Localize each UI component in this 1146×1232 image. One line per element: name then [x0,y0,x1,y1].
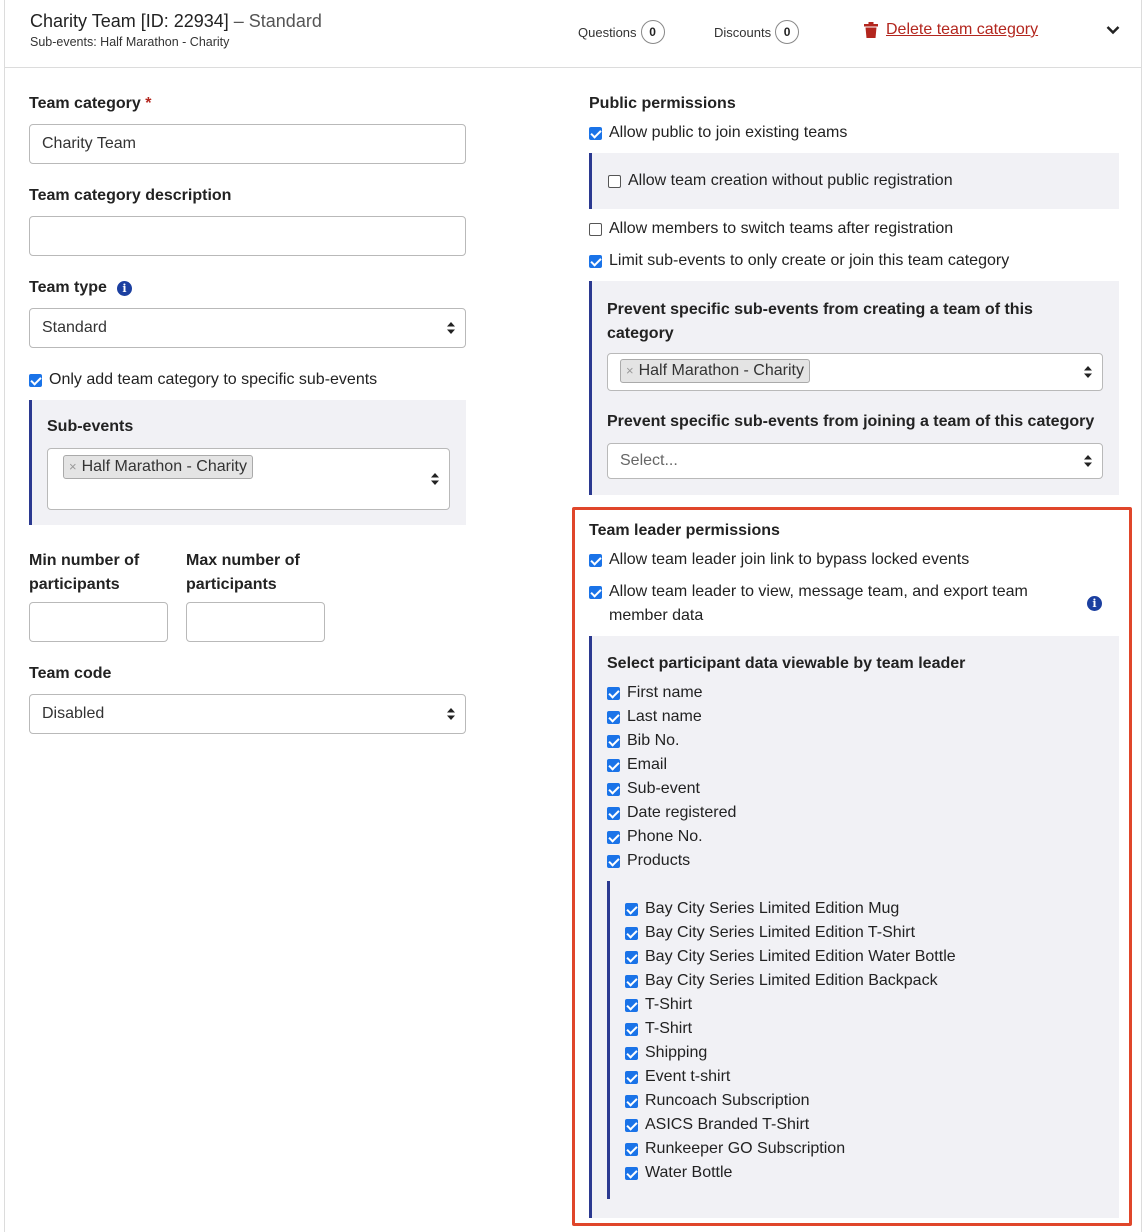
product-checkbox[interactable] [625,1143,638,1156]
team-leader-heading: Team leader permissions [589,522,780,539]
team-category-input[interactable]: Charity Team [29,124,466,164]
product-row[interactable] [625,972,938,990]
team-code-label: Team code [29,665,112,682]
product-checkbox[interactable] [625,1119,638,1132]
team-type-label: Team type i [29,279,132,297]
products-box [607,881,1107,1199]
participant-field-label: First name [627,684,703,701]
min-participants-input[interactable] [29,602,168,642]
remove-tag-icon[interactable]: × [626,363,634,378]
participant-field-checkbox[interactable] [607,687,620,700]
prevent-create-tag[interactable]: × Half Marathon - Charity [620,359,810,383]
participant-data-heading: Select participant data viewable by team leader [607,655,966,672]
product-row[interactable] [625,1092,810,1110]
delete-team-category-link[interactable]: Delete team category [864,21,1038,39]
participant-data-box [589,636,1119,1218]
product-label: Runkeeper GO Subscription [645,1140,846,1157]
discounts-count[interactable]: Discounts 0 [714,20,799,44]
prevent-create-multiselect[interactable] [607,353,1103,391]
allow-creation-box [589,153,1119,209]
participant-field-row[interactable] [607,828,703,846]
participant-field-label: Phone No. [627,828,703,845]
allow-creation-checkbox[interactable] [608,175,621,188]
product-checkbox[interactable] [625,999,638,1012]
product-label: Event t-shirt [645,1068,731,1085]
product-checkbox[interactable] [625,1095,638,1108]
team-type-select[interactable]: Standard [29,308,466,348]
product-row[interactable] [625,1164,732,1182]
questions-badge: 0 [641,20,665,44]
team-category-label: Team category * [29,95,152,112]
bypass-locked-checkbox[interactable] [589,554,602,567]
participant-field-checkbox[interactable] [607,807,620,820]
product-checkbox[interactable] [625,1023,638,1036]
participant-field-checkbox[interactable] [607,711,620,724]
info-icon[interactable]: i [1087,596,1102,611]
description-input[interactable] [29,216,466,256]
select-arrows-icon [1084,455,1092,467]
product-row[interactable] [625,900,899,918]
product-checkbox[interactable] [625,903,638,916]
participant-field-label: Sub-event [627,780,700,797]
description-label: Team category description [29,187,232,204]
min-participants-label: Min number of participants [29,552,140,593]
remove-tag-icon[interactable]: × [69,459,77,474]
product-row[interactable] [625,996,692,1014]
prevent-join-label: Prevent specific sub-events from joining a team of this category [607,413,1095,430]
panel-header [4,0,1142,68]
product-checkbox[interactable] [625,1167,638,1180]
max-participants-label: Max number of participants [186,552,300,593]
participant-field-row[interactable] [607,804,736,822]
participant-field-row[interactable] [607,852,690,870]
allow-public-join-row[interactable]: Allow public to join existing teams [589,124,847,142]
product-row[interactable] [625,1140,845,1158]
product-label: ASICS Branded T-Shirt [645,1116,810,1133]
panel-title: Charity Team [ID: 22934] – Standard [30,11,322,31]
limit-sub-events-checkbox[interactable] [589,255,602,268]
product-label: T-Shirt [645,1020,693,1037]
participant-field-row[interactable] [607,732,679,750]
trash-icon [864,22,878,38]
participant-field-label: Date registered [627,804,737,821]
participant-field-row[interactable] [607,708,702,726]
collapse-chevron-icon[interactable] [1106,22,1120,40]
product-row[interactable] [625,948,956,966]
participant-field-label: Last name [627,708,702,725]
product-label: Bay City Series Limited Edition T-Shirt [645,924,916,941]
participant-field-checkbox[interactable] [607,759,620,772]
only-add-checkbox-row[interactable]: Only add team category to specific sub-events [29,371,377,389]
required-mark: * [145,95,152,112]
participant-field-row[interactable] [607,780,700,798]
participant-field-checkbox[interactable] [607,735,620,748]
panel-subtitle: Sub-events: Half Marathon - Charity [30,35,230,49]
select-arrows-icon [447,708,455,720]
participant-field-row[interactable] [607,756,667,774]
participant-field-label: Email [627,756,668,773]
product-label: Bay City Series Limited Edition Water Bottle [645,948,956,965]
product-row[interactable] [625,1044,707,1062]
view-message-export-row[interactable]: Allow team leader to view, message team, and export team member data [589,583,1109,628]
product-label: Runcoach Subscription [645,1092,810,1109]
bypass-locked-row[interactable]: Allow team leader join link to bypass locked events [589,551,969,569]
product-row[interactable] [625,1020,692,1038]
sub-events-label: Sub-events [47,418,134,435]
product-row[interactable] [625,924,915,942]
allow-switch-row[interactable]: Allow members to switch teams after registration [589,220,953,238]
product-checkbox[interactable] [625,951,638,964]
allow-creation-row[interactable]: Allow team creation without public registration [608,172,953,190]
prevent-create-label: Prevent specific sub-events from creating a team of this category [607,301,1033,342]
participant-field-checkbox[interactable] [607,855,620,868]
participant-field-checkbox[interactable] [607,831,620,844]
select-arrows-icon [431,473,439,485]
max-participants-input[interactable] [186,602,325,642]
team-code-select[interactable]: Disabled [29,694,466,734]
limit-sub-events-row[interactable]: Limit sub-events to only create or join this team category [589,252,1009,270]
product-label: Bay City Series Limited Edition Mug [645,900,900,917]
allow-public-join-checkbox[interactable] [589,127,602,140]
participant-field-label: Products [627,852,691,869]
sub-events-box [29,400,466,525]
product-checkbox[interactable] [625,1047,638,1060]
allow-switch-checkbox[interactable] [589,223,602,236]
product-label: T-Shirt [645,996,693,1013]
prevent-join-select[interactable]: Select... [607,443,1103,479]
discounts-badge: 0 [775,20,799,44]
prevent-sub-events-box [589,281,1119,495]
sub-event-tag[interactable]: × Half Marathon - Charity [63,455,253,479]
product-label: Bay City Series Limited Edition Backpack [645,972,938,989]
questions-count[interactable]: Questions 0 [578,20,665,44]
participant-field-row[interactable] [607,684,703,702]
team-type-title: Standard [248,11,322,31]
select-arrows-icon [447,322,455,334]
view-message-export-checkbox[interactable] [589,586,602,599]
product-label: Shipping [645,1044,708,1061]
info-icon[interactable]: i [117,281,132,296]
product-checkbox[interactable] [625,1071,638,1084]
product-checkbox[interactable] [625,975,638,988]
product-row[interactable] [625,1116,809,1134]
only-add-checkbox[interactable] [29,374,42,387]
sub-events-multiselect[interactable] [47,448,450,510]
select-arrows-icon [1084,366,1092,378]
participant-field-checkbox[interactable] [607,783,620,796]
product-checkbox[interactable] [625,927,638,940]
product-row[interactable] [625,1068,730,1086]
product-label: Water Bottle [645,1164,733,1181]
public-permissions-heading: Public permissions [589,95,736,112]
participant-field-label: Bib No. [627,732,680,749]
